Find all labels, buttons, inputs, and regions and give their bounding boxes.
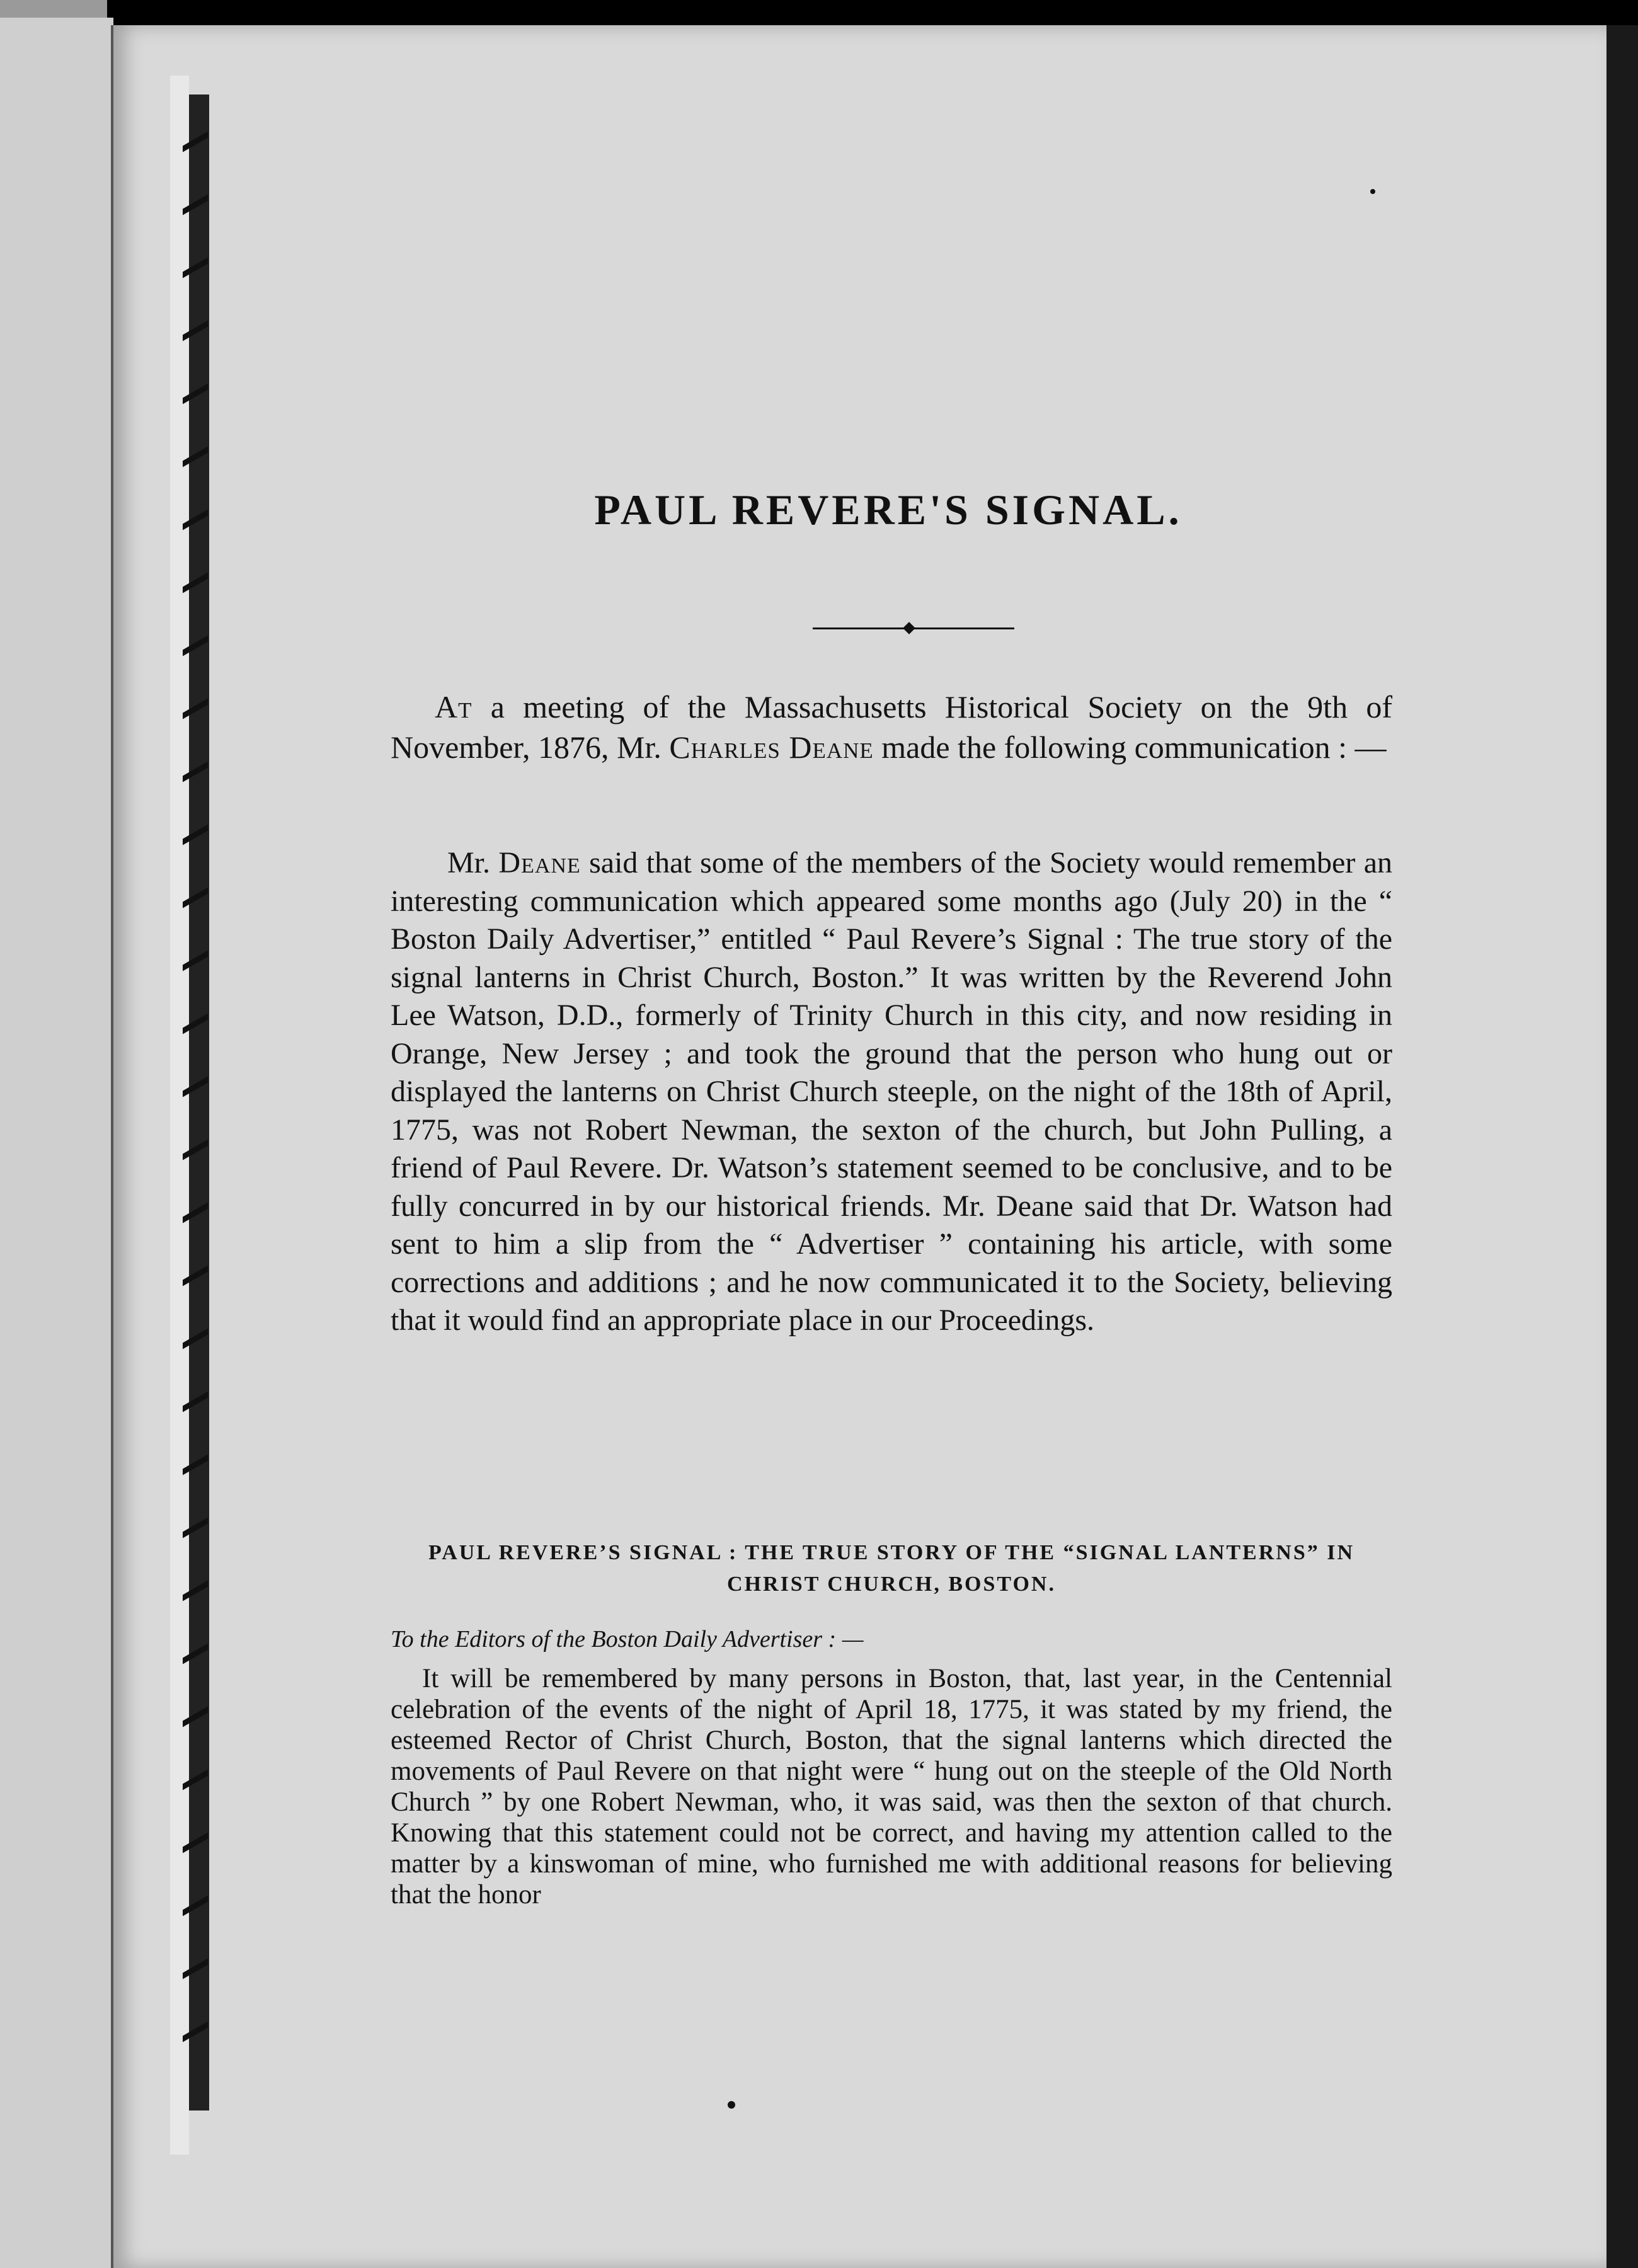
intro-name: Charles Deane bbox=[669, 730, 874, 765]
ink-speck bbox=[1370, 189, 1375, 194]
intro-lead: At bbox=[435, 689, 472, 724]
intro-text-before-name: a meeting of the Massachusetts Historical Society on the 9th of November, 1876, Mr. bbox=[391, 689, 1392, 765]
scan-right-border bbox=[1606, 25, 1638, 2268]
left-margin-strip bbox=[0, 18, 113, 2268]
binding-gap bbox=[170, 76, 189, 2155]
ink-speck bbox=[728, 2101, 735, 2109]
article-heading: PAUL REVERE’S SIGNAL : THE TRUE STORY OF THE “SIGNAL LANTERNS” IN CHRIST CHURCH, BOSTON. bbox=[428, 1541, 1355, 1596]
para1-text: said that some of the members of the Society would remember an interesting communication which appeared some months ago (July 20) in the “ Boston Daily Advertiser,” entitled “ Paul Revere’s Signal : The true story of the signal lanterns in Christ Church, Boston.” It was written by the Reverend John Lee Watson, D.D., formerly of Trinity Church in this city, and now residing in Orange, New Jersey ; and took the ground that the person who hung out or displayed the lanterns on Christ Church steeple, on the night of the 18th of April, 1775, was not Robert Newman, the sexton of the church, but John Pulling, a friend of Paul Revere. Dr. Watson’s statement seemed to be conclusive, and to be fully concurred in by our historical friends. Mr. Deane said that Dr. Watson had sent to him a slip from the “ Advertiser ” containing his article, with some corrections and additions ; and he now communicated it to the Society, believing that it would find an appropriate place in our Proceedings. bbox=[391, 846, 1392, 1337]
para1-lead-prefix: Mr. bbox=[447, 846, 499, 879]
intro-text-after-name: made the following communication : — bbox=[873, 730, 1387, 765]
body-paragraph-1 bbox=[391, 844, 1392, 1340]
intro-paragraph bbox=[391, 687, 1392, 767]
body-paragraph-2: It will be remembered by many persons in Boston, that, last year, in the Centennial celebration of the events of the night of April 18, 1775, it was stated by my friend, the esteemed Rector of Christ Church, Boston, that the signal lanterns which directed the movements of Paul Revere on that night were “ hung out on the steeple of the Old North Church ” by one Robert Newman, who, it was said, was then the sexton of that church. Knowing that this statement could not be correct, and having my attention called to the matter by a kinswoman of mine, who furnished me with additional reasons for believing that the honor bbox=[391, 1664, 1392, 1910]
page-title: PAUL REVERE'S SIGNAL. bbox=[594, 486, 1183, 534]
salutation: To the Editors of the Boston Daily Advertiser : — bbox=[391, 1626, 864, 1652]
para1-lead-name: Deane bbox=[498, 846, 581, 879]
